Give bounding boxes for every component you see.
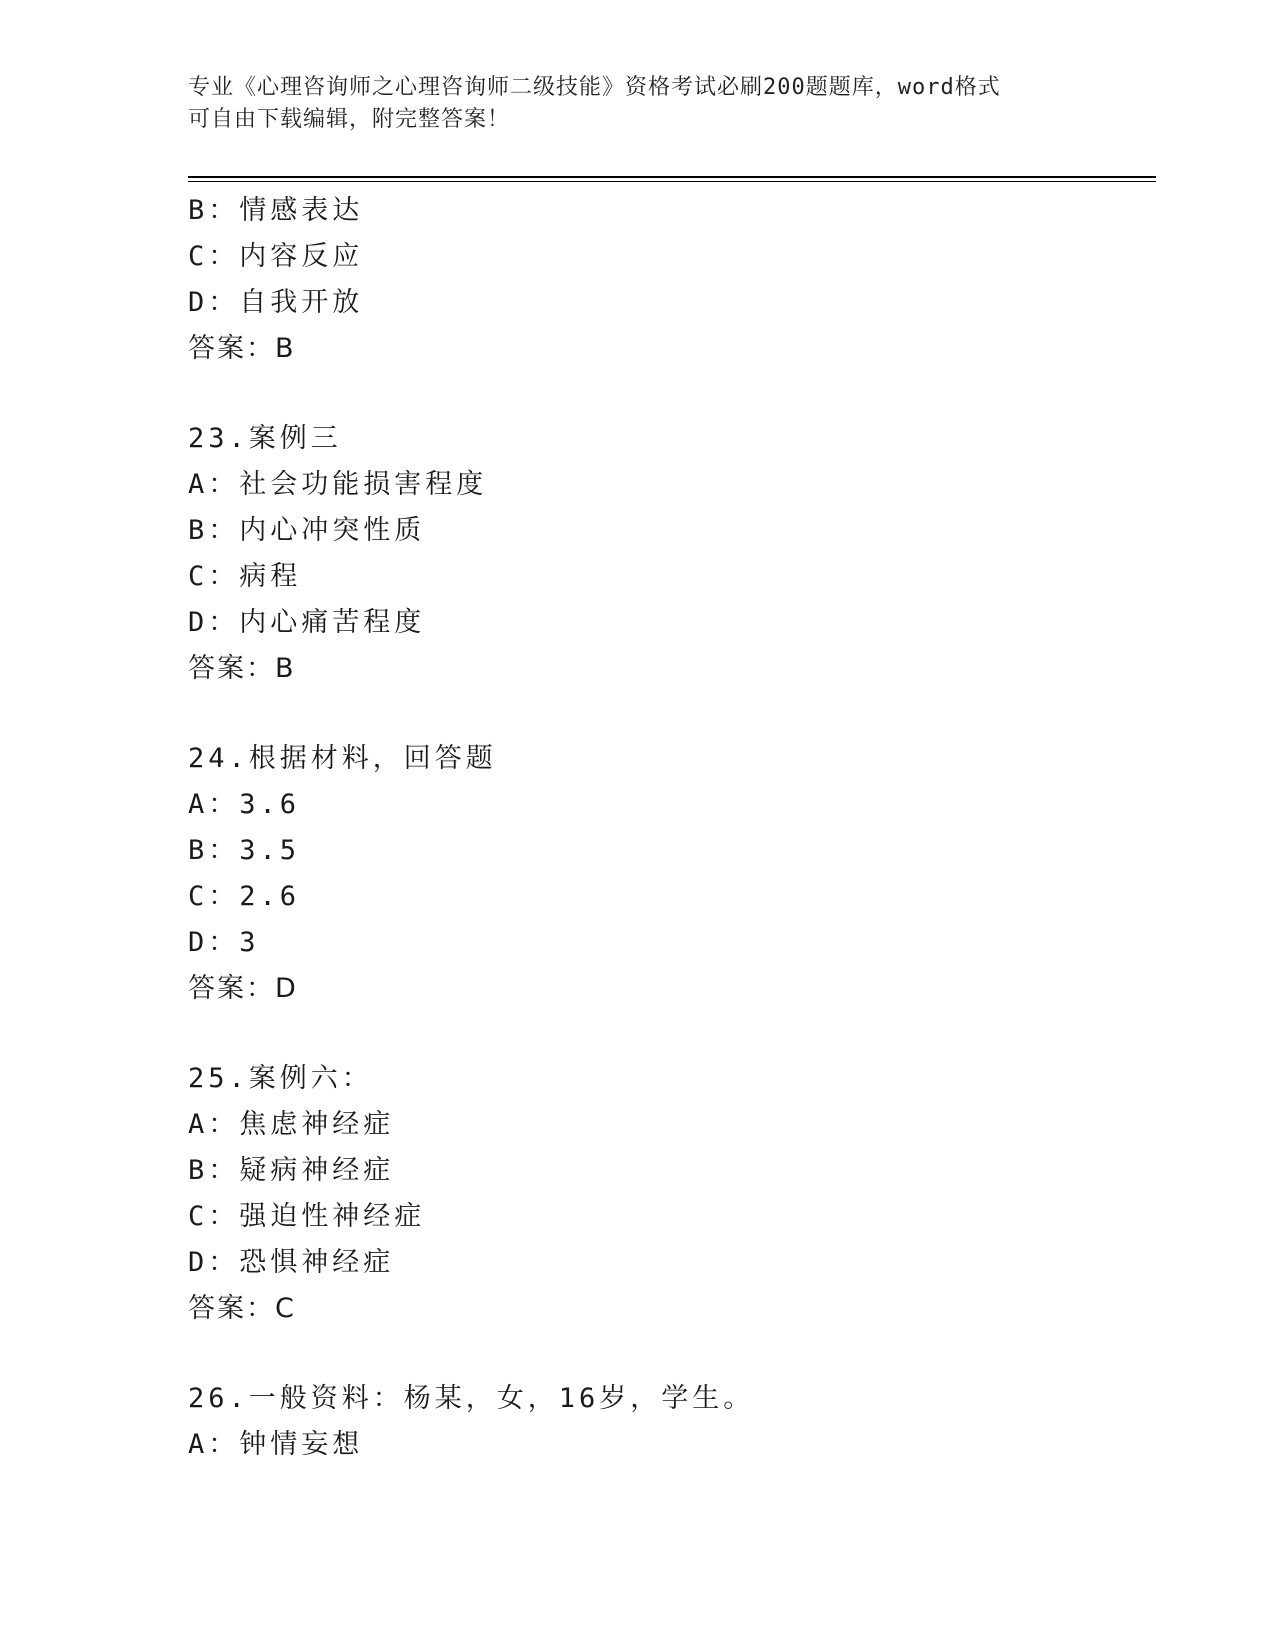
option-b: B：3.5: [188, 835, 301, 866]
question-22-continued: [188, 188, 1148, 372]
option-b: B：疑病神经症: [188, 1155, 395, 1186]
option-a: A：焦虑神经症: [188, 1109, 395, 1140]
spacer: [188, 372, 1148, 416]
question-26: [188, 1376, 1148, 1468]
option-d: D：3: [188, 927, 260, 958]
option-d: D：自我开放: [188, 287, 364, 318]
question-24: [188, 736, 1148, 1012]
answer: 答案：C: [188, 1293, 296, 1324]
option-a: A：钟情妄想: [188, 1429, 364, 1460]
option-d: D：内心痛苦程度: [188, 607, 426, 638]
spacer: [188, 1012, 1148, 1056]
spacer: [188, 1332, 1148, 1376]
option-b: B：情感表达: [188, 195, 364, 226]
question-title: 25.案例六：: [188, 1063, 373, 1094]
question-list: [188, 188, 1148, 1468]
option-b: B：内心冲突性质: [188, 515, 426, 546]
answer: 答案：D: [188, 973, 298, 1004]
question-title: 26.一般资料：杨某，女，16岁，学生。: [188, 1383, 755, 1414]
header-title-line-2: 可自由下载编辑，附完整答案！: [188, 107, 511, 132]
option-c: C：2.6: [188, 881, 301, 912]
option-a: A：3.6: [188, 789, 301, 820]
document-header: [188, 72, 1088, 136]
header-divider-thin: [188, 181, 1156, 182]
option-a: A：社会功能损害程度: [188, 469, 488, 500]
header-divider-thick: [188, 176, 1156, 178]
question-23: [188, 416, 1148, 692]
header-title-line-1: 专业《心理咨询师之心理咨询师二级技能》资格考试必刷200题题库，word格式: [188, 75, 1001, 100]
option-c: C：病程: [188, 561, 302, 592]
question-title: 24.根据材料，回答题: [188, 743, 497, 774]
spacer: [188, 692, 1148, 736]
option-c: C：内容反应: [188, 241, 364, 272]
question-title: 23.案例三: [188, 423, 342, 454]
answer: 答案：B: [188, 333, 296, 364]
option-c: C：强迫性神经症: [188, 1201, 426, 1232]
option-d: D：恐惧神经症: [188, 1247, 395, 1278]
question-25: [188, 1056, 1148, 1332]
answer: 答案：B: [188, 653, 296, 684]
